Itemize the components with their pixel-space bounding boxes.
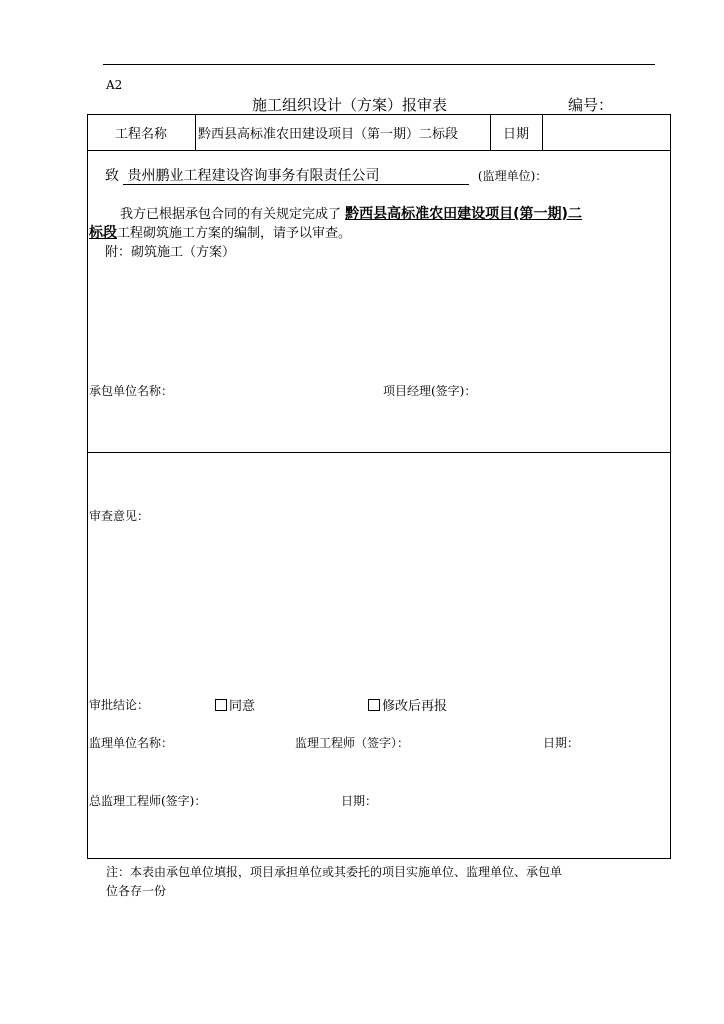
attachment-text: 附：砌筑施工（方案） xyxy=(105,245,236,260)
header-row-divider xyxy=(87,150,671,151)
revise-checkbox[interactable] xyxy=(368,699,380,711)
form-title: 施工组织设计（方案）报审表 xyxy=(252,96,448,114)
body-line-1 xyxy=(120,203,582,223)
review-date-label: 日期： xyxy=(543,736,580,750)
chief-date-label: 日期： xyxy=(341,794,378,808)
footnote-line-2: 位各存一份 xyxy=(106,884,167,898)
chief-engineer-label: 总监理工程师(签字)： xyxy=(89,794,207,808)
body-project-name-a: 黔西县高标准农田建设项目(第一期)二 xyxy=(345,206,582,222)
approval-conclusion-label: 审批结论： xyxy=(89,698,150,712)
supervisor-unit-label: 监理单位名称： xyxy=(89,736,174,750)
option-agree[interactable] xyxy=(215,695,255,714)
header-col-divider-1 xyxy=(195,114,196,150)
contractor-name-label: 承包单位名称： xyxy=(89,384,174,398)
body-project-name-b: 标段 xyxy=(89,225,117,241)
agree-checkbox[interactable] xyxy=(215,699,227,711)
header-col-divider-2 xyxy=(490,114,491,150)
supervisor-unit-name: 贵州鹏业工程建设咨询事务有限责任公司 xyxy=(123,168,469,185)
option-revise-label: 修改后再报 xyxy=(382,699,448,714)
section-divider xyxy=(87,452,671,453)
body-tail-text: 工程砌筑施工方案的编制，请予以审查。 xyxy=(117,226,352,241)
form-number-label: 编号： xyxy=(568,96,614,114)
header-col-divider-3 xyxy=(542,114,543,150)
body-lead-text: 我方已根据承包合同的有关规定完成了 xyxy=(120,207,342,222)
footnote-line-1: 注：本表由承包单位填报，项目承担单位或其委托的项目实施单位、监理单位、承包单 xyxy=(106,865,563,879)
project-name-label: 工程名称 xyxy=(115,127,168,142)
review-opinion-label: 审查意见： xyxy=(89,509,150,523)
supervisor-unit-suffix: (监理单位)： xyxy=(477,169,548,183)
top-rule xyxy=(103,64,655,65)
addressee-line xyxy=(105,165,547,185)
project-name-value: 黔西县高标准农田建设项目（第一期）二标段 xyxy=(198,127,459,142)
option-revise[interactable] xyxy=(368,695,447,714)
addressee-prefix: 致 xyxy=(105,168,119,184)
form-code: A2 xyxy=(106,78,123,92)
body-line-2 xyxy=(89,222,351,242)
option-agree-label: 同意 xyxy=(229,699,256,714)
date-label: 日期 xyxy=(503,127,530,142)
supervising-engineer-label: 监理工程师（签字）： xyxy=(295,736,410,750)
project-manager-label: 项目经理(签字)： xyxy=(383,384,477,398)
